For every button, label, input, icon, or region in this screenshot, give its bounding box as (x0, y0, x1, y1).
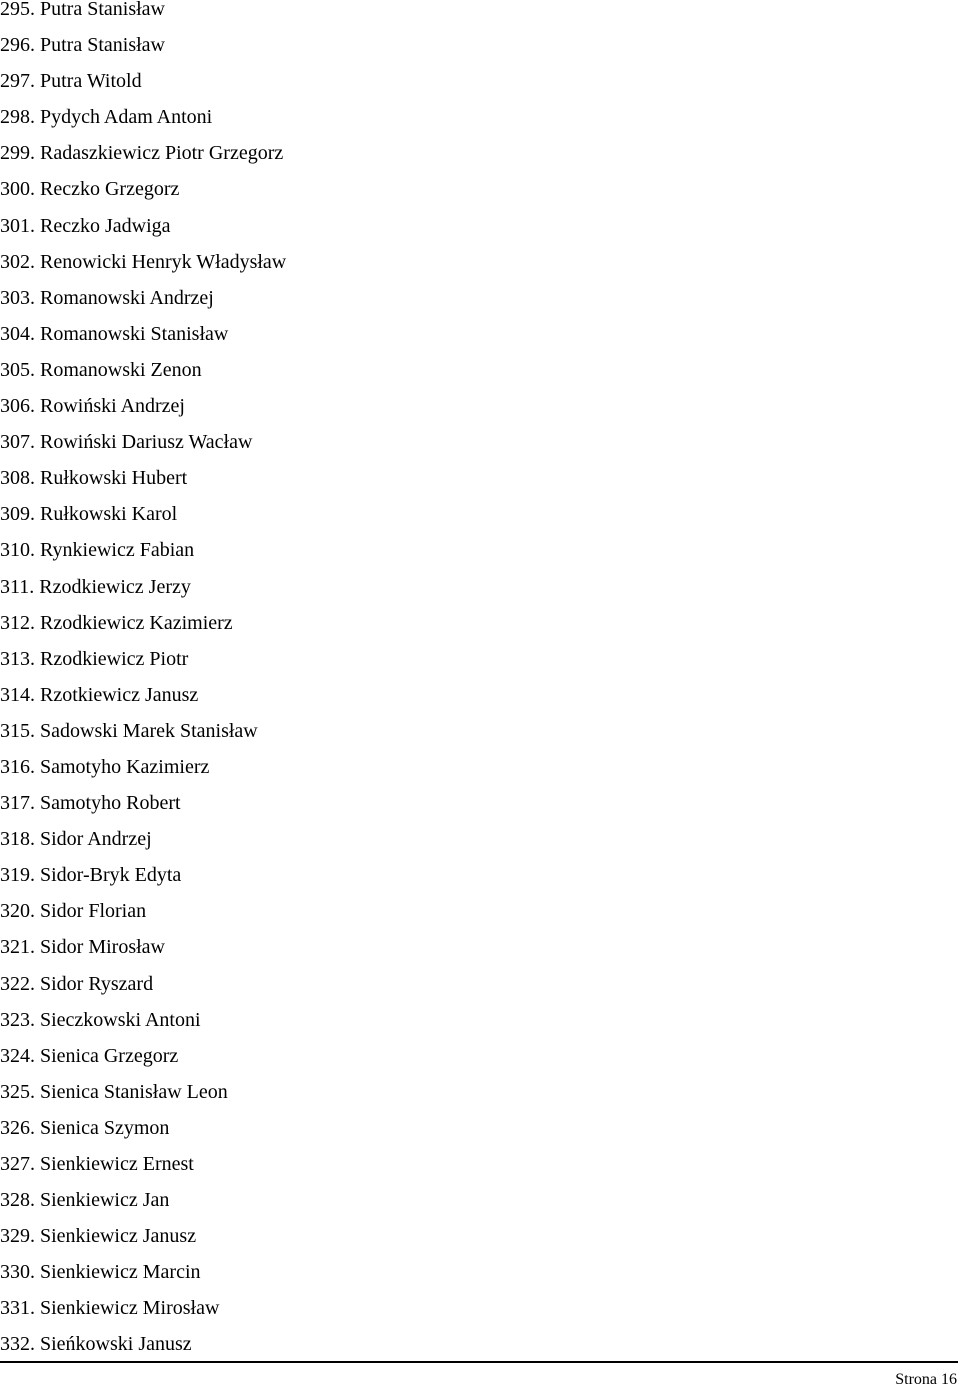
list-item: 323. Sieczkowski Antoni (0, 1008, 201, 1031)
list-item: 322. Sidor Ryszard (0, 972, 154, 995)
list-item: 327. Sienkiewicz Ernest (0, 1153, 194, 1175)
list-item: 304. Romanowski Stanisław (0, 322, 229, 345)
list-item: 300. Reczko Grzegorz (0, 178, 180, 201)
list-item: 295. Putra Stanisław (0, 0, 165, 20)
list-item: 301. Reczko Jadwiga (0, 214, 171, 237)
list-item: 308. Rułkowski Hubert (0, 467, 188, 490)
list-item: 332. Sieńkowski Janusz (0, 1333, 192, 1356)
list-item: 303. Romanowski Andrzej (0, 286, 214, 309)
list-item: 326. Sienica Szymon (0, 1116, 170, 1139)
list-item: 298. Pydych Adam Antoni (0, 106, 213, 129)
list-item: 330. Sienkiewicz Marcin (0, 1261, 201, 1284)
list-item: 325. Sienica Stanisław Leon (0, 1080, 228, 1103)
list-item: 321. Sidor Mirosław (0, 936, 165, 959)
list-item: 312. Rzodkiewicz Kazimierz (0, 611, 233, 634)
page-number: Strona 16 (895, 1371, 957, 1388)
list-item: 320. Sidor Florian (0, 900, 147, 923)
list-item: 316. Samotyho Kazimierz (0, 755, 210, 778)
list-item: 310. Rynkiewicz Fabian (0, 539, 195, 562)
list-item: 315. Sadowski Marek Stanisław (0, 719, 258, 742)
list-item: 313. Rzodkiewicz Piotr (0, 647, 189, 670)
list-item: 299. Radaszkiewicz Piotr Grzegorz (0, 142, 284, 165)
list-item: 296. Putra Stanisław (0, 34, 165, 57)
list-item: 314. Rzotkiewicz Janusz (0, 683, 199, 706)
footer-divider (0, 1361, 958, 1363)
list-item: 324. Sienica Grzegorz (0, 1044, 179, 1067)
name-list (0, 0, 286, 1363)
list-item: 331. Sienkiewicz Mirosław (0, 1297, 220, 1320)
list-item: 307. Rowiński Dariusz Wacław (0, 431, 253, 454)
list-item: 329. Sienkiewicz Janusz (0, 1225, 197, 1248)
list-item: 297. Putra Witold (0, 70, 142, 93)
list-item: 318. Sidor Andrzej (0, 828, 152, 851)
list-item: 317. Samotyho Robert (0, 792, 181, 815)
list-item: 311. Rzodkiewicz Jerzy (0, 575, 191, 598)
list-item: 328. Sienkiewicz Jan (0, 1189, 170, 1212)
list-item: 319. Sidor-Bryk Edyta (0, 864, 182, 887)
list-item: 309. Rułkowski Karol (0, 503, 178, 526)
list-item: 306. Rowiński Andrzej (0, 395, 185, 418)
list-item: 302. Renowicki Henryk Władysław (0, 250, 287, 273)
list-item: 305. Romanowski Zenon (0, 358, 202, 381)
